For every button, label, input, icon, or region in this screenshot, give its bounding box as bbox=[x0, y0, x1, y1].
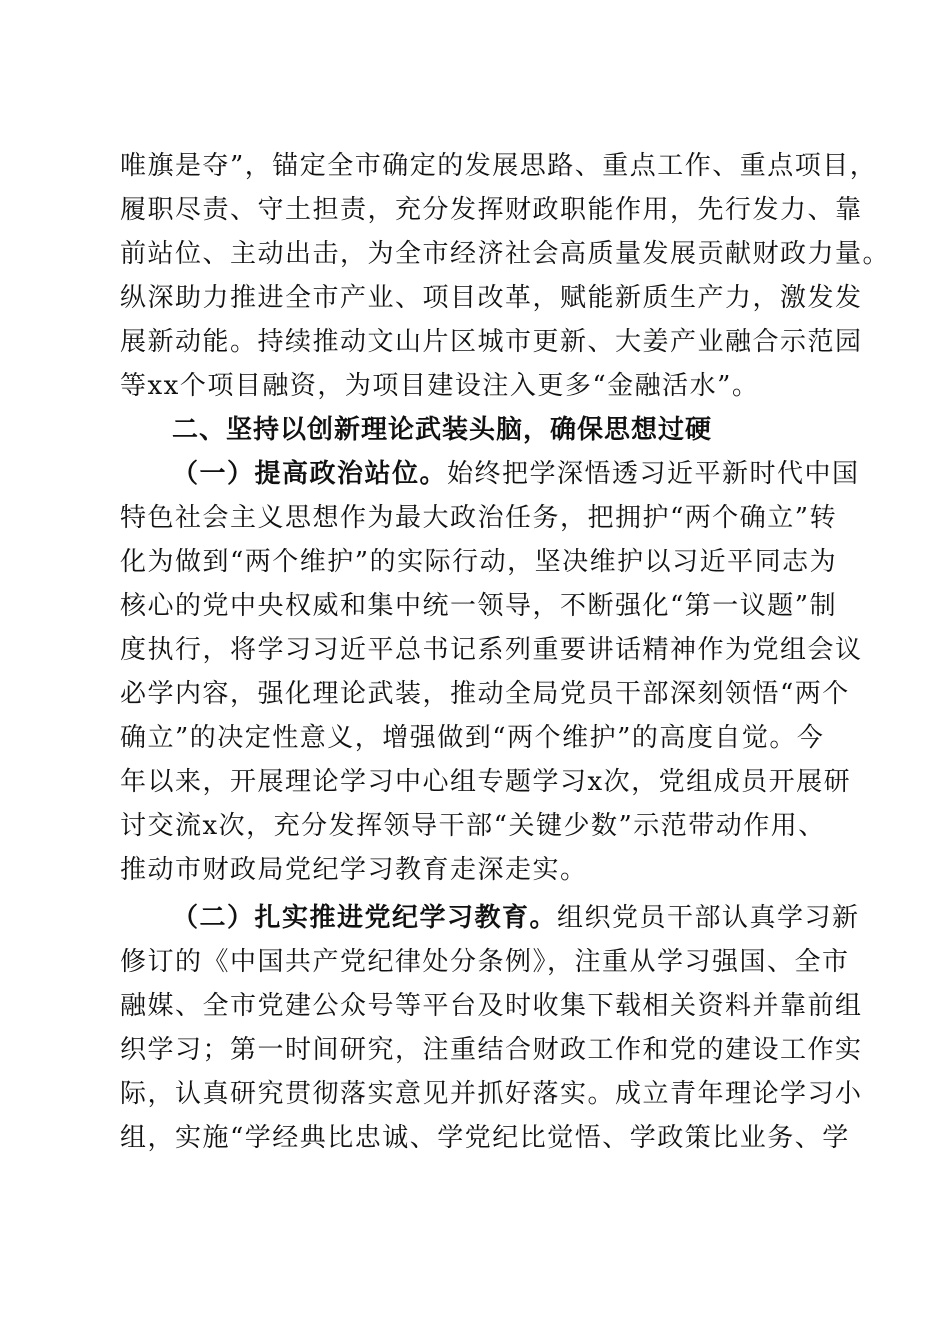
paragraph-line: 际，认真研究贯彻落实意见并抓好落实。成立青年理论学习小 bbox=[120, 1079, 863, 1109]
paragraph-line: 推动市财政局党纪学习教育走深走实。 bbox=[120, 855, 588, 885]
paragraph-line: 年以来，开展理论学习中心组专题学习x次，党组成员开展研 bbox=[120, 767, 852, 797]
item-first-line bbox=[172, 896, 860, 940]
item-first-line-text: 组织党员干部认真学习新 bbox=[557, 903, 860, 933]
paragraph-line: 必学内容，强化理论武装，推动全局党员干部深刻领悟“两个 bbox=[120, 679, 850, 709]
paragraph-line: 前站位、主动出击，为全市经济社会高质量发展贡献财政力量。 bbox=[120, 239, 891, 269]
paragraph-line: 纵深助力推进全市产业、项目改革，赋能新质生产力，激发发 bbox=[120, 283, 863, 313]
paragraph-line: 修订的《中国共产党纪律处分条例》，注重从学习强国、全市 bbox=[120, 947, 850, 977]
item-title: （二）扎实推进党纪学习教育。 bbox=[172, 903, 558, 933]
paragraph-line: 展新动能。持续推动文山片区城市更新、大姜产业融合示范园 bbox=[120, 327, 863, 357]
paragraph-line: 等xx个项目融资，为项目建设注入更多“金融活水”。 bbox=[120, 371, 760, 401]
paragraph-line: 化为做到“两个维护”的实际行动，坚决维护以习近平同志为 bbox=[120, 547, 838, 577]
paragraph-line: 特色社会主义思想作为最大政治任务，把拥护“两个确立”转 bbox=[120, 503, 838, 533]
paragraph-line: 讨交流x次，充分发挥领导干部“关键少数”示范带动作用、 bbox=[120, 811, 826, 841]
item-title: （一）提高政治站位。 bbox=[172, 459, 448, 489]
paragraph-line: 融媒、全市党建公众号等平台及时收集下载相关资料并靠前组 bbox=[120, 991, 863, 1021]
paragraph-line: 确立”的决定性意义，增强做到“两个维护”的高度自觉。今 bbox=[120, 723, 825, 753]
paragraph-line: 核心的党中央权威和集中统一领导，不断强化“第一议题”制 bbox=[120, 591, 838, 621]
item-first-line bbox=[172, 452, 860, 496]
section-heading: 二、坚持以创新理论武装头脑，确保思想过硬 bbox=[172, 415, 713, 445]
paragraph-line: 唯旗是夺”，锚定全市确定的发展思路、重点工作、重点项目， bbox=[120, 151, 878, 181]
paragraph-line: 组，实施“学经典比忠诚、学党纪比觉悟、学政策比业务、学 bbox=[120, 1123, 850, 1153]
paragraph-line: 织学习；第一时间研究，注重结合财政工作和党的建设工作实 bbox=[120, 1035, 863, 1065]
paragraph-line: 履职尽责、守土担责，充分发挥财政职能作用，先行发力、靠 bbox=[120, 195, 863, 225]
paragraph-line: 度执行，将学习习近平总书记系列重要讲话精神作为党组会议 bbox=[120, 635, 863, 665]
item-first-line-text: 始终把学深悟透习近平新时代中国 bbox=[447, 459, 860, 489]
